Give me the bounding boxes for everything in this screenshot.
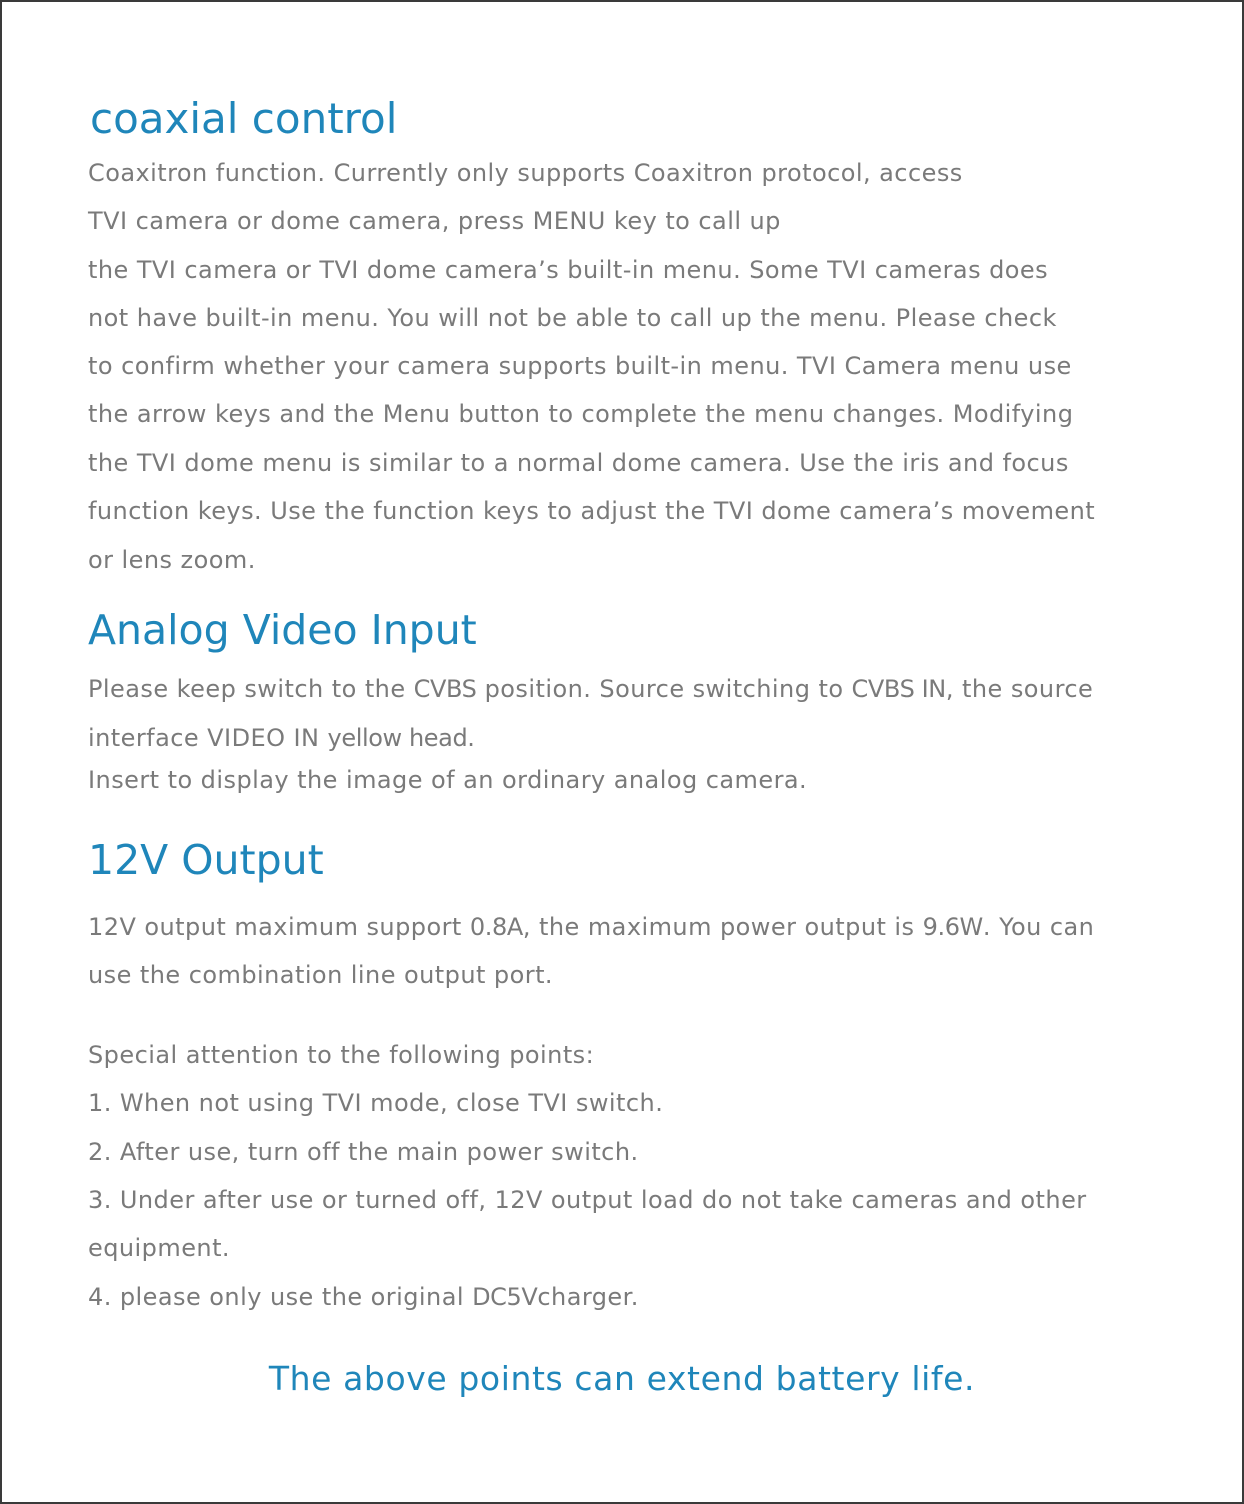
charger-spec: DC5V (472, 1283, 538, 1311)
heading-analog-video-input: Analog Video Input (88, 606, 477, 654)
analog-paragraph-line (88, 724, 475, 752)
attention-title: Special attention to the following points: (88, 1041, 595, 1069)
coaxial-paragraph-line: TVI camera or dome camera, press MENU key to call up (88, 207, 781, 235)
coaxial-paragraph-line: the arrow keys and the Menu button to complete the menu changes. Modifying (88, 400, 1074, 428)
heading-12v-output: 12V Output (88, 836, 324, 884)
output-paragraph-line: use the combination line output port. (88, 961, 554, 989)
output-current-value: 0.8A (469, 913, 523, 941)
coaxial-paragraph-line: or lens zoom. (88, 546, 256, 574)
coaxial-paragraph-line: the TVI dome menu is similar to a normal dome camera. Use the iris and focus (88, 449, 1069, 477)
coaxial-paragraph-line: Coaxitron function. Currently only supports Coaxitron protocol, access (88, 159, 963, 187)
analog-text: Please keep switch to the (88, 675, 414, 703)
coaxial-paragraph-line: not have built-in menu. You will not be able to call up the menu. Please check (88, 304, 1057, 332)
attention-point-2: 2. After use, turn off the main power switch. (88, 1138, 639, 1166)
analog-text: , the source (945, 675, 1094, 703)
analog-text: interface VIDEO IN (88, 724, 328, 752)
attention-point-3: 3. Under after use or turned off, 12V output load do not take cameras and other (88, 1186, 1087, 1214)
output-power-value: 9.6W (922, 913, 983, 941)
attention-point-1: 1. When not using TVI mode, close TVI switch. (88, 1089, 664, 1117)
output-text: , the maximum power output is (522, 913, 923, 941)
output-text: . You can (982, 913, 1095, 941)
attention-point-4 (88, 1283, 639, 1311)
output-text: 12V output maximum support (88, 913, 470, 941)
coaxial-paragraph-line: function keys. Use the function keys to adjust the TVI dome camera’s movement (88, 497, 1096, 525)
analog-term-cvbs: CVBS (413, 675, 477, 703)
attention-text: charger. (537, 1283, 639, 1311)
analog-term-cvbs-in: CVBS IN (851, 675, 946, 703)
coaxial-paragraph-line: to confirm whether your camera supports built-in menu. TVI Camera menu use (88, 352, 1072, 380)
attention-point-3-continued: equipment. (88, 1234, 231, 1262)
analog-text: position. Source switching to (476, 675, 852, 703)
analog-paragraph-line (88, 675, 1093, 703)
analog-yellow-head: yellow head. (327, 724, 475, 752)
heading-coaxial-control: coaxial control (90, 94, 398, 143)
coaxial-paragraph-line: the TVI camera or TVI dome camera’s built-in menu. Some TVI cameras does (88, 256, 1049, 284)
attention-text: 4. please only use the original (88, 1283, 473, 1311)
battery-life-note: The above points can extend battery life. (268, 1359, 976, 1398)
analog-paragraph-line: Insert to display the image of an ordinary analog camera. (88, 766, 808, 794)
output-paragraph-line (88, 913, 1094, 941)
